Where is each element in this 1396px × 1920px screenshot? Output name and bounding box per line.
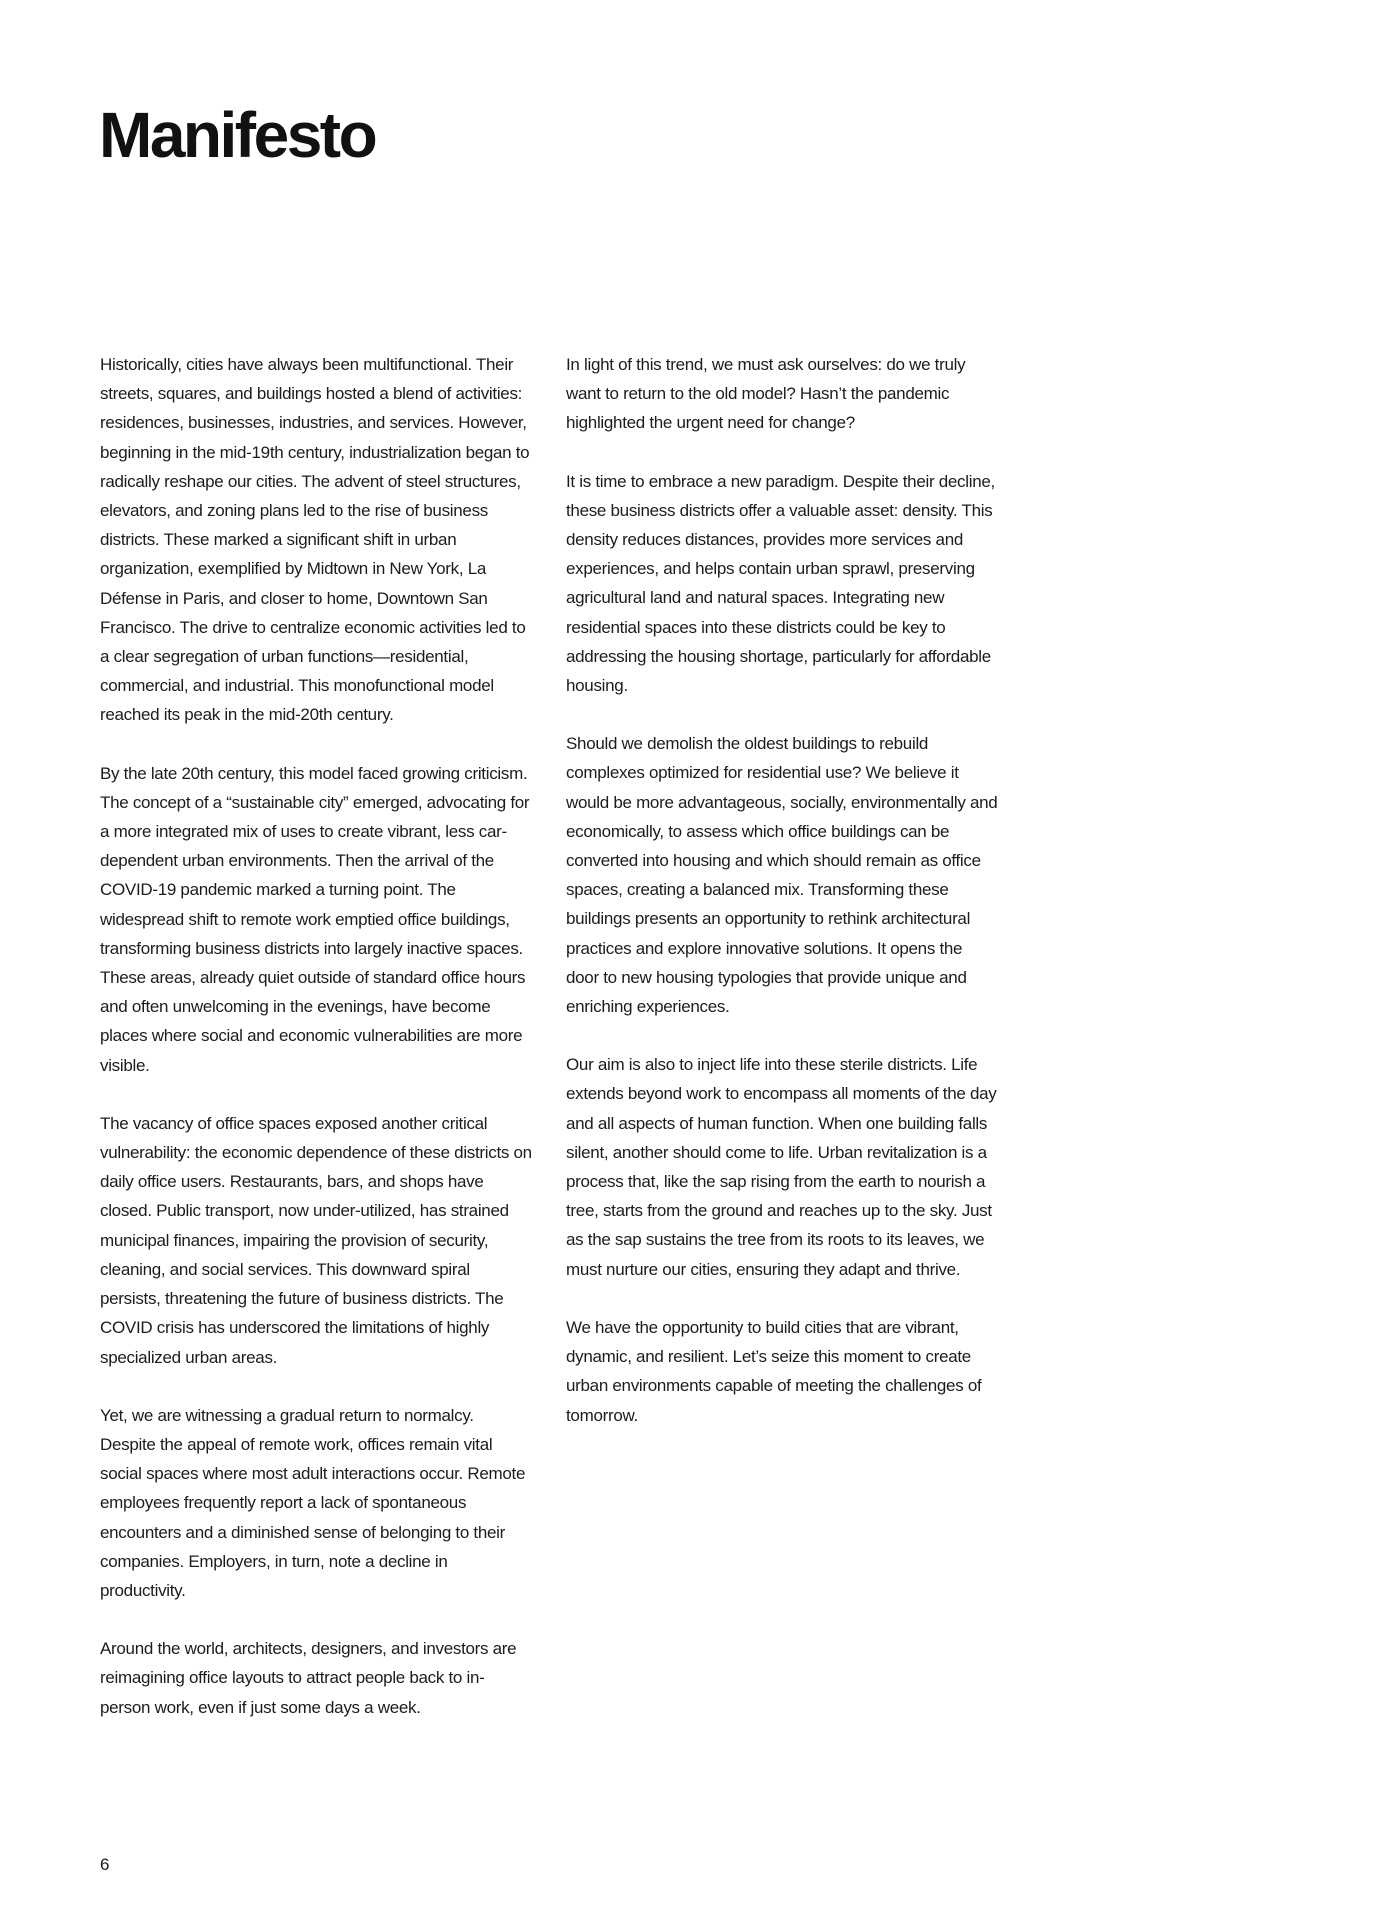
paragraph: The vacancy of office spaces exposed another critical vulnerability: the economic dependence of these districts on daily office users. Restaurants, bars, and shops have closed. Public transport, now under-utilized, has strained municipal finances, impairing the provision of security, cleaning, and social services. This downward spiral persists, threatening the future of business districts. The COVID crisis has underscored the limitations of highly specialized urban areas. <box>100 1113 532 1367</box>
paragraph: In light of this trend, we must ask ourselves: do we truly want to return to the old model? Hasn’t the pandemic highlighted the urgent need for change? <box>566 355 966 433</box>
page-title: Manifesto <box>99 99 376 171</box>
page-number: 6 <box>100 1855 110 1874</box>
right-text-column <box>566 350 998 1430</box>
left-text-column <box>100 350 532 1722</box>
paragraph: Historically, cities have always been multifunctional. Their streets, squares, and buildings hosted a blend of activities: residences, businesses, industries, and services. However, beginning in the mid-19th century, industrialization began to radically reshape our cities. The advent of steel structures, elevators, and zoning plans led to the rise of business districts. These marked a significant shift in urban organization, exemplified by Midtown in New York, La Défense in Paris, and closer to home, Downtown San Francisco. The drive to centralize economic activities led to a clear segregation of urban functions—residential, commercial, and industrial. This monofunctional model reached its peak in the mid-20th century. <box>100 355 530 725</box>
paragraph: By the late 20th century, this model faced growing criticism. The concept of a “sustainable city” emerged, advocating for a more integrated mix of uses to create vibrant, less car-dependent urban environments. Then the arrival of the COVID-19 pandemic marked a turning point. The widespread shift to remote work emptied office buildings, transforming business districts into largely inactive spaces. These areas, already quiet outside of standard office hours and often unwelcoming in the evenings, have become places where social and economic vulnerabilities are more visible. <box>100 763 530 1075</box>
paragraph: It is time to embrace a new paradigm. Despite their decline, these business districts offer a valuable asset: density. This density reduces distances, provides more services and experiences, and helps contain urban sprawl, preserving agricultural land and natural spaces. Integrating new residential spaces into these districts could be key to addressing the housing shortage, particularly for affordable housing. <box>566 471 995 696</box>
paragraph: Should we demolish the oldest buildings to rebuild complexes optimized for residential use? We believe it would be more advantageous, socially, environmentally and economically, to assess which office buildings can be converted into housing and which should remain as office spaces, creating a balanced mix. Transforming these buildings presents an opportunity to rethink architectural practices and explore innovative solutions. It opens the door to new housing typologies that provide unique and enriching experiences. <box>566 734 998 1017</box>
paragraph: Yet, we are witnessing a gradual return to normalcy. Despite the appeal of remote work, offices remain vital social spaces where most adult interactions occur. Remote employees frequently report a lack of spontaneous encounters and a diminished sense of belonging to their companies. Employers, in turn, note a decline in productivity. <box>100 1405 526 1600</box>
paragraph: We have the opportunity to build cities that are vibrant, dynamic, and resilient. Let’s seize this moment to create urban environments capable of meeting the challenges of tomorrow. <box>566 1317 982 1425</box>
paragraph: Our aim is also to inject life into these sterile districts. Life extends beyond work to encompass all moments of the day and all aspects of human function. When one building falls silent, another should come to life. Urban revitalization is a process that, like the sap rising from the earth to nourish a tree, starts from the ground and reaches up to the sky. Just as the sap sustains the tree from its roots to its leaves, we must nurture our cities, ensuring they adapt and thrive. <box>566 1055 997 1279</box>
paragraph: Around the world, architects, designers, and investors are reimagining office layouts to attract people back to in-person work, even if just some days a week. <box>100 1639 517 1717</box>
